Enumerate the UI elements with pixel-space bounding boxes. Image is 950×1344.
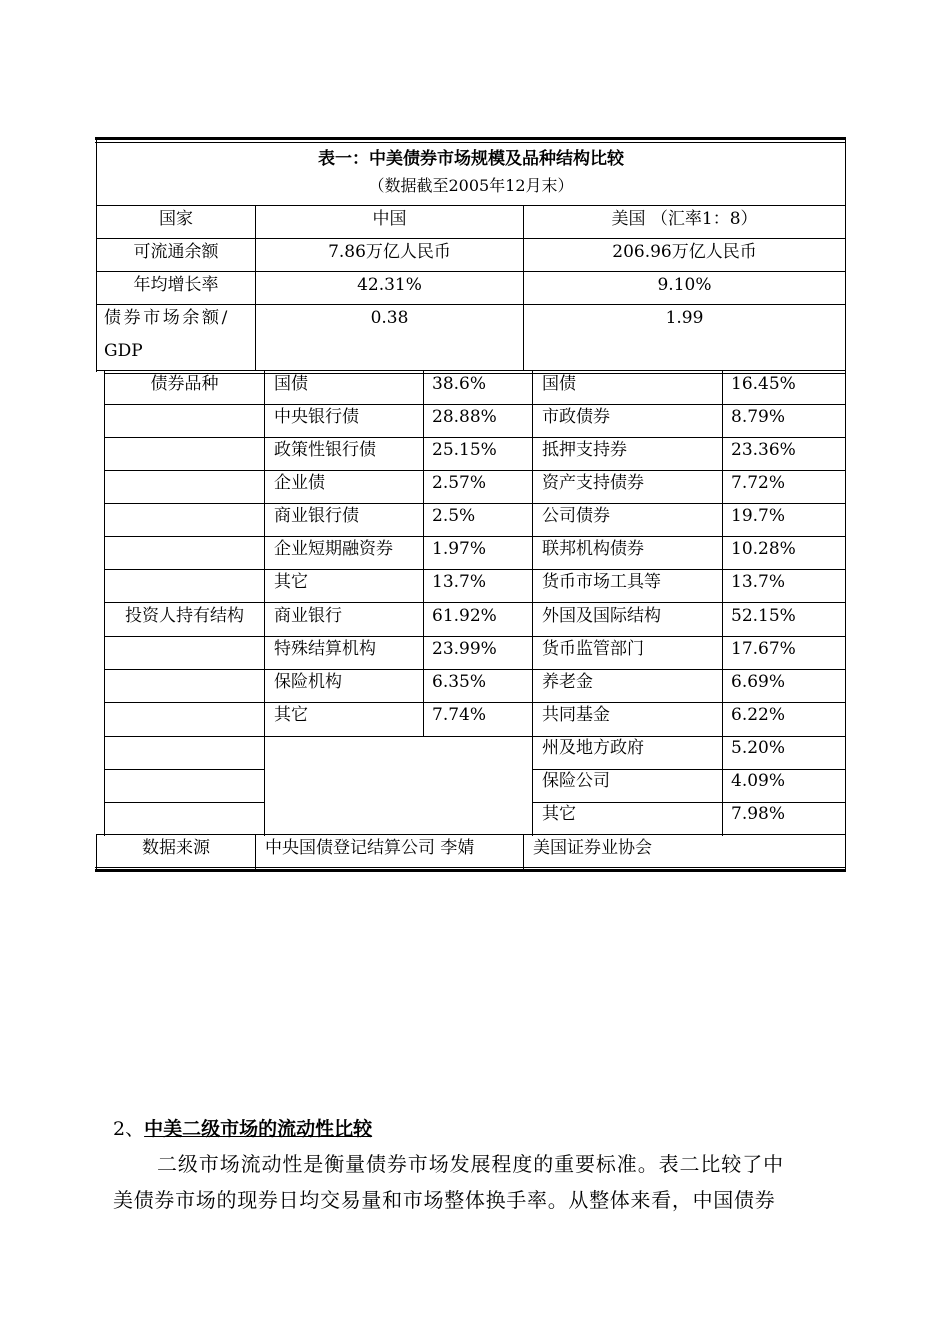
us-name: 抵押支持券 — [542, 440, 627, 460]
header-us: 美国 （汇率1：8） — [611, 209, 758, 229]
us-pct: 19.7% — [731, 506, 786, 526]
cn-pct: 2.5% — [432, 506, 476, 526]
us-name: 外国及国际结构 — [542, 606, 661, 626]
paragraph-line: 美债券市场的现券日均交易量和市场整体换手率。从整体来看，中国债券 — [113, 1188, 776, 1212]
cn-name: 其它 — [274, 705, 308, 725]
cn-pct: 28.88% — [432, 407, 497, 427]
rule — [255, 834, 256, 869]
rule — [104, 602, 846, 603]
rule — [104, 569, 846, 570]
us-pct: 7.72% — [731, 473, 786, 493]
rule — [104, 470, 846, 471]
us-pct: 8.79% — [731, 407, 786, 427]
row-label: 可流通余额 — [133, 242, 219, 262]
cn-name: 企业短期融资券 — [274, 539, 393, 559]
rule — [104, 736, 846, 737]
rule — [104, 769, 264, 770]
rule — [104, 702, 846, 703]
cn-pct: 2.57% — [432, 473, 487, 493]
source-china: 中央国债登记结算公司 李婧 — [265, 838, 475, 858]
rule — [96, 370, 846, 371]
rule — [532, 802, 846, 803]
cn-pct: 1.97% — [432, 539, 487, 559]
table-title: 表一：中美债券市场规模及品种结构比较 — [318, 149, 624, 169]
us-value: 9.10% — [657, 275, 712, 295]
cn-pct: 25.15% — [432, 440, 497, 460]
rule — [104, 636, 846, 637]
cn-pct: 13.7% — [432, 572, 487, 592]
cn-name: 商业银行债 — [274, 506, 359, 526]
table-subtitle: （数据截至2005年12月末） — [368, 176, 574, 195]
rule — [96, 271, 846, 272]
us-name: 货币市场工具等 — [542, 572, 661, 592]
rule — [523, 834, 524, 869]
us-pct: 10.28% — [731, 539, 796, 559]
row-label-gdp-line2: GDP — [104, 341, 143, 361]
us-name: 国债 — [542, 374, 576, 394]
cn-pct: 38.6% — [432, 374, 487, 394]
source-label: 数据来源 — [142, 838, 210, 858]
cn-pct: 23.99% — [432, 639, 497, 659]
us-pct: 23.36% — [731, 440, 796, 460]
rule — [845, 140, 846, 869]
cn-name: 商业银行 — [274, 606, 342, 626]
section-title: 中美二级市场的流动性比较 — [144, 1118, 373, 1140]
rule — [264, 370, 265, 836]
cn-pct: 7.74% — [432, 705, 487, 725]
us-pct: 5.20% — [731, 738, 786, 758]
us-name: 公司债券 — [542, 506, 610, 526]
rule — [96, 238, 846, 239]
us-pct: 17.67% — [731, 639, 796, 659]
cn-name: 政策性银行债 — [274, 440, 376, 460]
rule — [722, 370, 723, 836]
cn-pct: 61.92% — [432, 606, 497, 626]
us-pct: 16.45% — [731, 374, 796, 394]
us-name: 货币监管部门 — [542, 639, 644, 659]
header-china: 中国 — [372, 209, 407, 229]
paragraph-line: 二级市场流动性是衡量债券市场发展程度的重要标准。表二比较了中 — [157, 1152, 784, 1176]
table-top-rule — [95, 137, 846, 140]
us-pct: 7.98% — [731, 804, 786, 824]
table-bottom-rule-2 — [95, 869, 846, 872]
us-name: 市政债券 — [542, 407, 610, 427]
rule — [104, 536, 846, 537]
rule — [104, 669, 846, 670]
cn-name: 保险机构 — [274, 672, 342, 692]
header-country: 国家 — [159, 209, 193, 229]
us-pct: 13.7% — [731, 572, 786, 592]
rule — [104, 437, 846, 438]
rule — [532, 769, 846, 770]
us-pct: 4.09% — [731, 771, 786, 791]
us-name: 养老金 — [542, 672, 593, 692]
cn-name: 其它 — [274, 572, 308, 592]
rule — [104, 503, 846, 504]
us-pct: 52.15% — [731, 606, 796, 626]
section-number: 2、 — [113, 1118, 145, 1140]
rule — [96, 304, 846, 305]
china-value: 7.86万亿人民币 — [328, 242, 451, 262]
source-us: 美国证券业协会 — [533, 838, 652, 858]
cn-name: 国债 — [274, 374, 308, 394]
investors-label: 投资人持有结构 — [125, 606, 244, 626]
rule — [96, 834, 846, 835]
row-label: 年均增长率 — [133, 275, 219, 295]
table-top-rule-2 — [95, 142, 846, 143]
rule — [96, 205, 846, 206]
us-name: 共同基金 — [542, 705, 610, 725]
cn-name: 中央银行债 — [274, 407, 359, 427]
us-value: 1.99 — [665, 308, 704, 328]
us-name: 保险公司 — [542, 771, 610, 791]
us-pct: 6.22% — [731, 705, 786, 725]
us-name: 其它 — [542, 804, 576, 824]
us-name: 联邦机构债券 — [542, 539, 644, 559]
us-name: 资产支持债券 — [542, 473, 644, 493]
cn-name: 特殊结算机构 — [274, 639, 376, 659]
cn-pct: 6.35% — [432, 672, 487, 692]
section-heading — [113, 1114, 372, 1141]
us-pct: 6.69% — [731, 672, 786, 692]
rule — [104, 802, 264, 803]
us-value: 206.96万亿人民币 — [612, 242, 757, 262]
bond-types-label: 债券品种 — [150, 374, 219, 394]
rule — [104, 370, 105, 836]
us-name: 州及地方政府 — [542, 738, 644, 758]
rule — [423, 370, 424, 737]
cn-name: 企业债 — [274, 473, 325, 493]
china-value: 42.31% — [357, 275, 422, 295]
row-label-gdp-line1: 债券市场余额/ — [104, 308, 230, 328]
rule — [104, 404, 846, 405]
rule — [532, 370, 533, 836]
table-bottom-rule — [95, 867, 846, 868]
china-value: 0.38 — [370, 308, 409, 328]
